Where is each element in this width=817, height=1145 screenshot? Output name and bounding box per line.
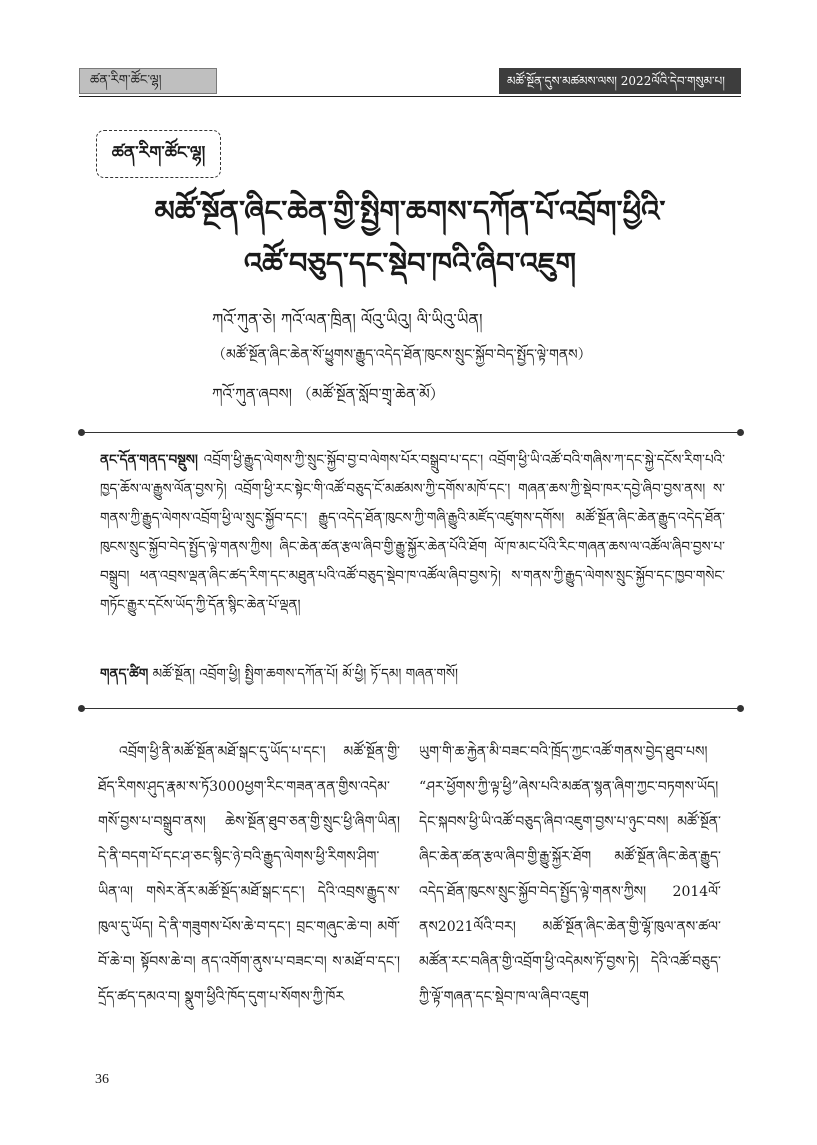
header-divider [79, 96, 741, 97]
keywords-label: གནད་ཚིག [100, 666, 149, 682]
article-title-line-1: མཚོ་སྔོན་ཞིང་ཆེན་གྱི་སྤྱིག་ཆགས་དཀོན་པོ་འབྲོག་ཕྱིའི་ [154, 194, 666, 228]
article-title [100, 185, 720, 289]
abstract-bottom-rule [81, 708, 741, 709]
page-number: 36 [95, 1072, 109, 1087]
keywords-text: མཚོ་སྔོན། འབྲོག་ཕྱི། སྤྱིག་ཆགས་དཀོན་པོ། མོ་ཕྱི། ཏོ་དམ། གཞན་གསོ། [152, 666, 459, 682]
keywords [100, 660, 725, 688]
body-column-right: ཡུག་གི་ཆ་རྐྱེན་མི་བཟང་བའི་ཁྲོད་ཀྱང་འཚོ་གནས་བྱེད་ཐུབ་པས། “ཤར་ཕྱོགས་ཀྱི་ལྟ་ཕྱི”ཞེས་པའི་མཚན་སྙན་ཞིག་ཀྱང་བཏགས་ཡོད། དེང་སྐབས་ཕྱི་ཡི་འཚོ་བཅུད་ཞིབ་འཇུག་བྱས་པ་ཉུང་བས། མཚོ་སྔོན་ཞིང་ཆེན་ཚན་རྩལ་ཞིབ་གྱི་རྒྱུ་སྐྱོར་ཐོག མཚོ་སྔོན་ཞིང་ཆེན་རྒྱུད་འདེད་ཐོན་ཁུངས་སྲུང་སྐྱོབ་བེད་སྤྱོད་ལྟེ་གནས་ཀྱིས། 2014ལོ་ནས2021ལོའི་བར། མཚོ་སྔོན་ཞིང་ཆེན་གྱི་ལྷོ་ཁུལ་ནས་ཚལ་མཚོན་རང་བཞིན་གྱི་འབྲོག་ཕྱི་འདེམས་ཏོ་བྱས་ཏེ། དེའི་འཚོ་བཅུད་ཀྱི་ལྟོ་གཞན་དང་སྡེབ་ཁ་ལ་ཞིབ་འཇུག [419, 744, 721, 1005]
column-tag: ཚན་རིག་ཚོང་ལྷ། [96, 130, 221, 178]
header-section-label: ཚན་རིག་ཚོང་ལྷ། [79, 68, 217, 94]
translator-line [212, 380, 732, 408]
translator-affiliation: （མཚོ་སྔོན་སློབ་གྲྭ་ཆེན་མོ） [296, 385, 445, 403]
abstract-label: ནང་དོན་གནད་བསྡུས། [100, 452, 198, 468]
abstract-top-rule [81, 432, 741, 433]
translator-name: ཀའོ་ཀུན་ཞབས། [212, 385, 292, 403]
article-title-line-2: འཚོ་བཅུད་དང་སྡེབ་ཁའི་ཞིབ་འཇུག [243, 246, 577, 280]
author-list: ཀའོ་ཀུན་ཅེ། ཀའོ་ལན་ཁྲིན། ལོའུ་ཡིའུ། ལི་ཡིའུ་ཡིན། [212, 310, 483, 329]
author-affiliation: （མཚོ་སྔོན་ཞིང་ཆེན་སོ་ཕྱུགས་རྒྱུད་འདེད་ཐོན་ཁུངས་སྲུང་སྐྱོབ་བེད་སྤྱོད་ལྟེ་གནས） [212, 347, 592, 363]
body-column-left: འབྲོག་ཕྱི་ནི་མཚོ་སྔོན་མཐོ་སྒང་དུ་ཡོད་པ་དང་། མཚོ་སྔོན་གྱི་ཐོད་རིགས་ཤུད་རྣམ་ས་ཏོ3000ཕྱག་རིང་གཟན་ནན་གྱིས་འདེམ་གསོ་བྱས་པ་བསྒྲུབ་ནས། ཆེས་སྔོན་ཐུབ་ཅན་གྱི་སྲུང་ཕྱི་ཞིག་ཡིན། དེ་ནི་བདག་པོ་དང་ཤ་ཅང་སྙིང་ཉེ་བའི་རྒྱུད་ལེགས་ཕྱི་རིགས་ཤིག་ཡིན་ལ། གསེར་ནོར་མཚོ་སྔོད་མཐོ་སྒང་དང་། དེའི་འབྲས་རྒྱུད་ས་ཁུལ་དུ་ཡོད། དེ་ནི་གཟུགས་པོས་ཆེ་བ་དང་། བྲང་གཞུང་ཆེ་བ། མགོ་བོ་ཆེ་བ། སྟོབས་ཆེ་བ། ནད་འགོག་ནུས་པ་བཟང་བ། ས་མཐོ་བ་དང་། དྲོད་ཚད་དམའ་བ། སྣུག་ཕྱིའི་ཁོད་དུག་པ་སོགས་ཀྱི་ཁོར [98, 744, 400, 1005]
header-journal-issue: མཚོ་སྔོན་དུས་མཚམས་ལས། 2022ལོའི་དེབ་གསུམ་པ། [499, 68, 741, 94]
abstract [100, 446, 725, 620]
abstract-text: འབྲོག་ཕྱི་རྒྱུད་ལེགས་ཀྱི་སྲུང་སྐྱོབ་བྱ་བ་ལེགས་པོར་བསྒྲུབ་པ་དང་། འབྲོག་ཕྱི་ཡི་འཚོ་བའི་གཞིས་ཀ་དང་སྐྱེ་དངོས་རིག་པའི་ཁྱད་ཆོས་ལ་རྒྱུས་ལོན་བྱས་ཏེ། འབྲོག་ཕྱི་རང་སྟེང་གི་འཚོ་བཅུད་ངོ་མཚམས་ཀྱི་དགོས་མཁོ་དང་། གཞན་ཆས་ཀྱི་སྡེབ་ཁར་དབྱེ་ཞིབ་བྱས་ནས། ས་གནས་ཀྱི་རྒྱུད་ལེགས་འབྲོག་ཕྱི་ལ་སྲུང་སྐྱོབ་དང་། རྒྱུད་འདེད་ཐོན་ཁུངས་ཀྱི་གཞི་རྒྱུའི་མཛོད་འཛུགས་དགོས། མཚོ་སྔོན་ཞིང་ཆེན་རྒྱུད་འདེད་ཐོན་ཁུངས་སྲུང་སྐྱོབ་བེད་སྤྱོད་ལྟེ་གནས་ཀྱིས། ཞིང་ཆེན་ཚན་རྩལ་ཞིབ་གྱི་རྒྱུ་སྐྱོར་ཆེན་པོའི་ཐོག ལོ་ཁ་མང་པོའི་རིང་གཞན་ཆས་ལ་འཚོལ་ཞིབ་བྱས་པ་བསྒྲུབ། ཕན་འབྲས་ལྡན་ཞིང་ཚད་རིག་དང་མཐུན་པའི་འཚོ་བཅུད་སྡེབ་ཁ་འཚོལ་ཞིབ་བྱས་ཏེ། ས་གནས་ཀྱི་རྒྱུད་ལེགས་སྲུང་སྐྱོབ་དང་ཁྱབ་གསེང་གཏོང་རྒྱུར་དངོས་ཡོད་ཀྱི་དོན་སྙིང་ཆེན་པོ་ལྡན། [100, 452, 725, 613]
